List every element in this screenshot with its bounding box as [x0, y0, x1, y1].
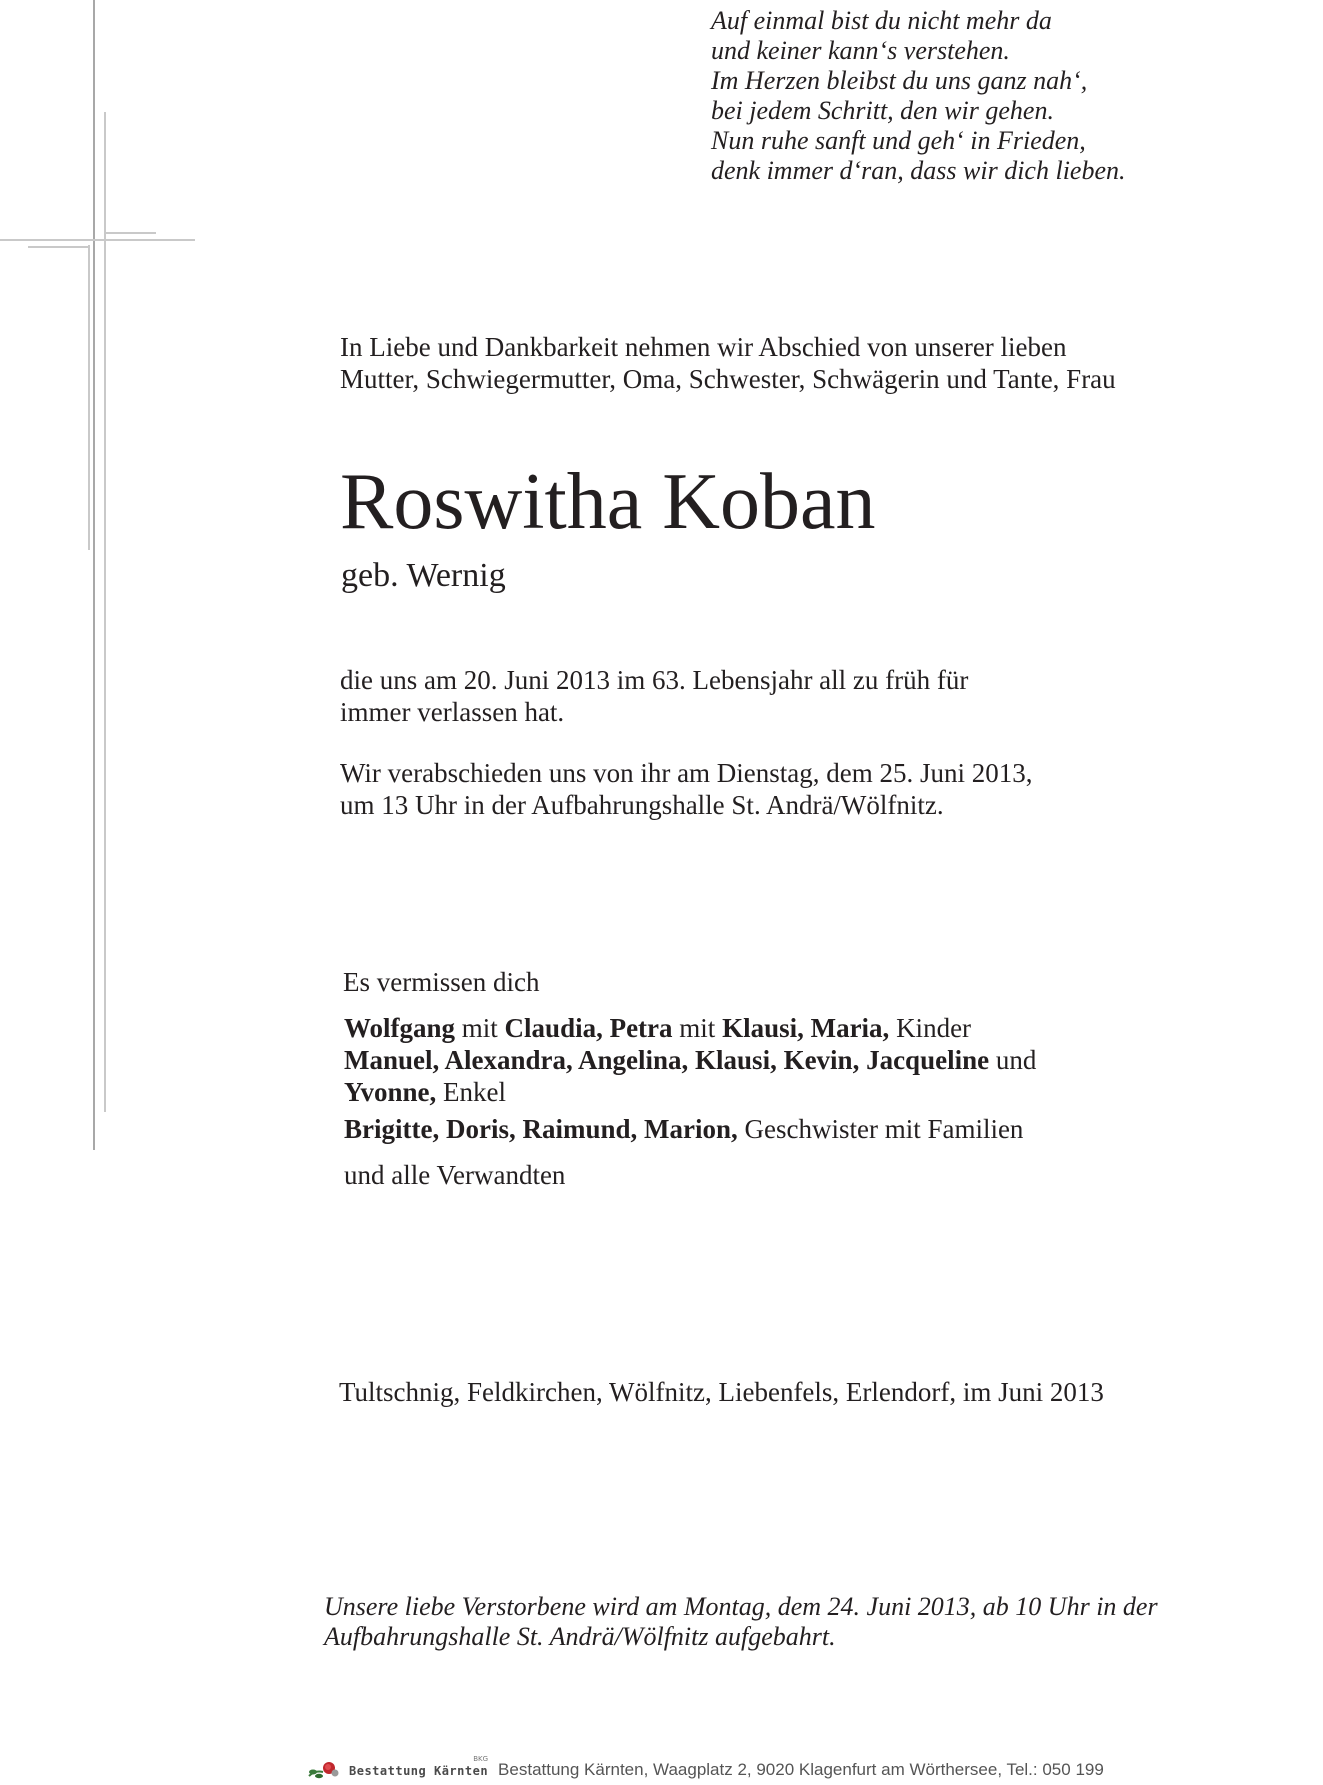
cross-ornament: [0, 0, 200, 1160]
mourner-name: Claudia, Petra: [504, 1013, 673, 1043]
mourner-name: Klausi, Maria,: [722, 1013, 890, 1043]
deceased-name: Roswitha Koban: [340, 458, 876, 546]
passing-line: die uns am 20. Juni 2013 im 63. Lebensjahr all zu früh für: [340, 665, 969, 695]
farewell-line: Wir verabschieden uns von ihr am Dienstag, dem 25. Juni 2013,: [340, 758, 1033, 788]
connector: und: [989, 1045, 1037, 1075]
poem: [711, 6, 1126, 186]
intro-line: Mutter, Schwiegermutter, Oma, Schwester, Schwägerin und Tante, Frau: [340, 364, 1116, 394]
intro-line: In Liebe und Dankbarkeit nehmen wir Abschied von unserer lieben: [340, 332, 1067, 362]
poem-line: und keiner kann‘s verstehen.: [711, 36, 1010, 65]
footer-address: Bestattung Kärnten, Waagplatz 2, 9020 Klagenfurt am Wörthersee, Tel.: 050 199: [498, 1760, 1104, 1779]
poem-line: Auf einmal bist du nicht mehr da: [711, 6, 1052, 35]
mourner-name: Yvonne,: [344, 1077, 437, 1107]
mourner-name: Brigitte, Doris, Raimund, Marion,: [344, 1114, 738, 1144]
intro-text: [340, 331, 1116, 395]
mourner-name: Wolfgang: [344, 1013, 456, 1043]
cross-vertical-outer: [93, 0, 95, 1150]
poem-line: bei jedem Schritt, den wir gehen.: [711, 96, 1054, 125]
mourners-relatives: und alle Verwandten: [344, 1160, 566, 1190]
funeral-home-logo: [305, 1752, 488, 1780]
mourners-siblings: [344, 1113, 1036, 1145]
relation-role: Kinder: [889, 1013, 972, 1043]
cross-horizontal-mid: [0, 239, 195, 241]
footer: [305, 1750, 1104, 1780]
mourners-grandchildren-last: [344, 1076, 1036, 1108]
mourners-grandchildren-line: [344, 1044, 1036, 1076]
cross-horizontal-low: [28, 246, 90, 248]
passing-text: [340, 664, 968, 728]
passing-line: immer verlassen hat.: [340, 697, 565, 727]
farewell-text: [340, 757, 1033, 821]
mourners-heading: Es vermissen dich: [343, 967, 540, 997]
poem-line: Im Herzen bleibst du uns ganz nah‘,: [711, 66, 1088, 95]
logo-text: Bestattung Kärnten: [349, 1764, 489, 1778]
poem-line: denk immer d‘ran, dass wir dich lieben.: [711, 156, 1126, 185]
cross-vertical-inner-left: [88, 245, 90, 550]
logo-small-text: BKG: [473, 1755, 489, 1763]
cross-horizontal-top: [104, 232, 156, 234]
logo-wordmark: [345, 1755, 488, 1780]
rose-icon: [305, 1752, 345, 1780]
connector: mit: [455, 1013, 505, 1043]
viewing-line: Aufbahrungshalle St. Andrä/Wölfnitz aufgebahrt.: [324, 1622, 836, 1651]
deceased-birth-name: geb. Wernig: [341, 557, 506, 594]
relation-role: Geschwister mit Familien: [737, 1114, 1024, 1144]
mourners-children: [344, 1012, 1036, 1044]
mourner-name: Manuel, Alexandra, Angelina, Klausi, Kevin, Jacqueline: [344, 1045, 990, 1075]
places-date: Tultschnig, Feldkirchen, Wölfnitz, Liebenfels, Erlendorf, im Juni 2013: [339, 1377, 1104, 1407]
cross-vertical-inner-right: [104, 112, 106, 1112]
viewing-line: Unsere liebe Verstorbene wird am Montag, dem 24. Juni 2013, ab 10 Uhr in der: [324, 1592, 1158, 1621]
connector: mit: [672, 1013, 723, 1043]
poem-line: Nun ruhe sanft und geh‘ in Frieden,: [711, 126, 1086, 155]
viewing-notice: [324, 1592, 1158, 1652]
farewell-line: um 13 Uhr in der Aufbahrungshalle St. Andrä/Wölfnitz.: [340, 790, 944, 820]
mourners-list: [344, 1012, 1036, 1145]
relation-role: Enkel: [436, 1077, 507, 1107]
